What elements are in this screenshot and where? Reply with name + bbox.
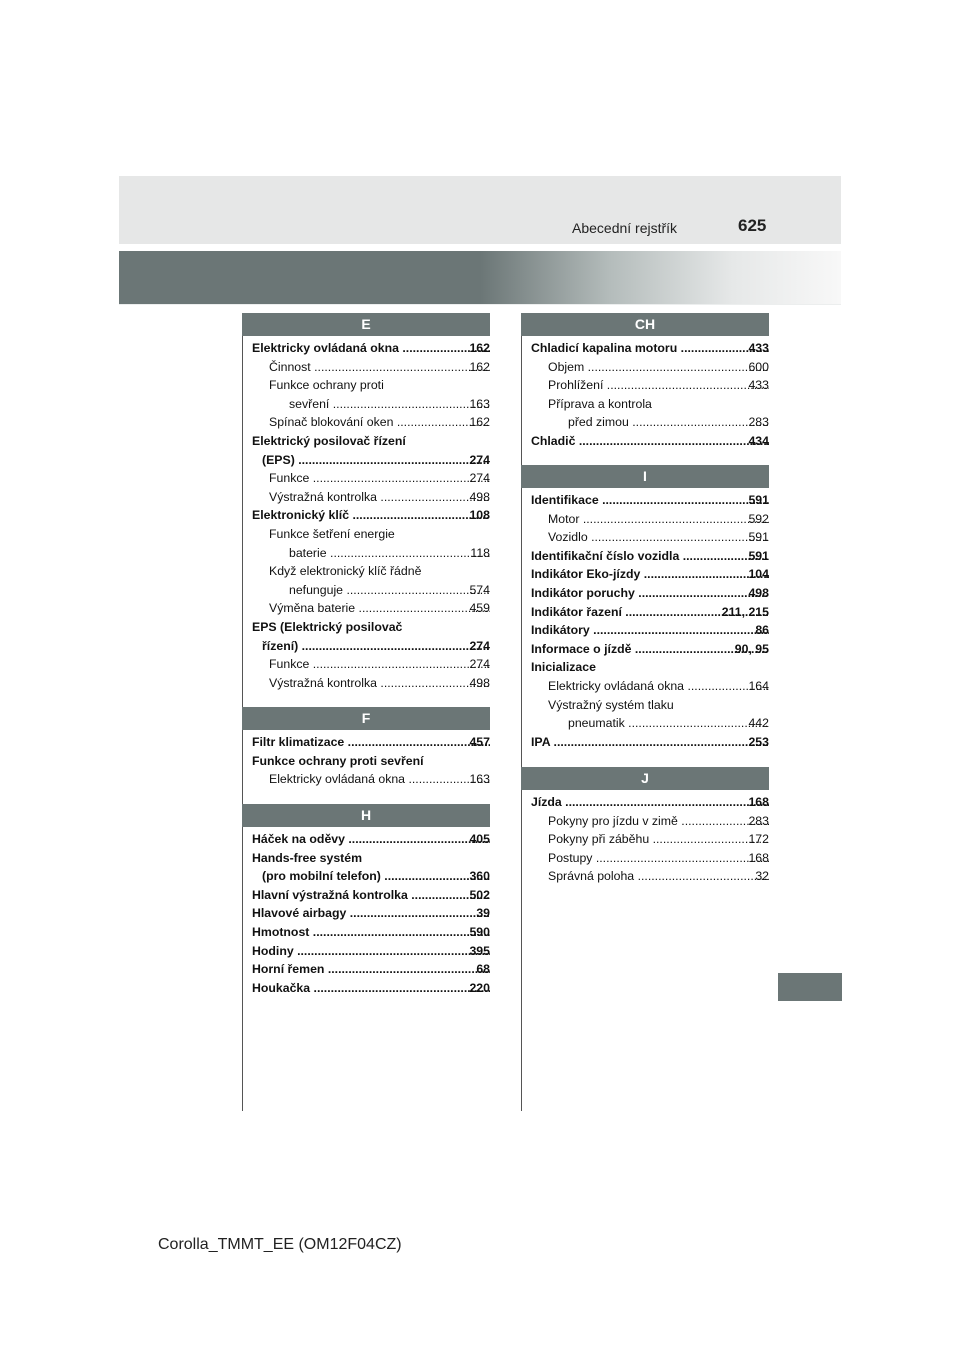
index-entry: Elektrický posilovač řízení (252, 433, 406, 448)
section-CH-entries (521, 336, 769, 451)
index-entry[interactable]: 32 Správná poloha ..... (531, 867, 769, 886)
section-CH (521, 313, 769, 451)
index-entry[interactable]: 104 Indikátor Eko-jízdy ..... (531, 565, 769, 584)
index-entry: Příprava a kontrola (548, 396, 652, 411)
header-band (119, 176, 841, 244)
index-entry[interactable]: 591 Vozidlo ..... (531, 528, 769, 547)
index-entry: Když elektronický klíč řádně (269, 564, 422, 579)
index-entry[interactable]: 220 Houkačka ..... (252, 979, 490, 998)
header-divider (119, 304, 841, 305)
section-heading-I: I (521, 465, 769, 488)
index-entry[interactable]: 108 Elektronický klíč ..... (252, 506, 490, 525)
section-H-entries (242, 827, 490, 997)
index-entry[interactable]: 162 Elektricky ovládaná okna ..... (252, 339, 490, 358)
index-entry[interactable]: 574 nefunguje ..... (252, 581, 490, 600)
index-entry[interactable]: 502 Hlavní výstražná kontrolka ..... (252, 886, 490, 905)
section-heading-CH: CH (521, 313, 769, 336)
section-heading-J: J (521, 767, 769, 790)
footer-manual-code: Corolla_TMMT_EE (OM12F04CZ) (158, 1236, 402, 1253)
index-entry[interactable]: 274 Funkce ..... (252, 469, 490, 488)
index-entry[interactable]: 162 Činnost ..... (252, 358, 490, 377)
index-entry[interactable]: 253 IPA ..... (531, 733, 769, 752)
page-number: 625 (738, 216, 767, 235)
index-entry[interactable]: 433 Prohlížení ..... (531, 376, 769, 395)
index-entry: Funkce ochrany proti sevření (252, 753, 424, 768)
section-F (242, 707, 490, 789)
index-entry[interactable]: 395 Hodiny ..... (252, 942, 490, 961)
section-heading-E: E (242, 313, 490, 336)
section-E-entries (242, 336, 490, 692)
index-entry[interactable]: 274 řízení) ..... (252, 637, 490, 656)
index-entry[interactable]: 283 před zimou ..... (531, 413, 769, 432)
index-entry[interactable]: 211, 215 Indikátor řazení ..... (531, 603, 769, 622)
index-entry[interactable]: 168 Jízda ..... (531, 793, 769, 812)
section-E (242, 313, 490, 692)
index-entry[interactable]: 434 Chladič ..... (531, 432, 769, 451)
index-entry[interactable]: 498 Indikátor poruchy ..... (531, 584, 769, 603)
section-heading-F: F (242, 707, 490, 730)
index-entry[interactable]: 591 Identifikace ..... (531, 491, 769, 510)
index-entry: Funkce šetření energie (269, 526, 395, 541)
index-entry[interactable]: 162 Spínač blokování oken ..... (252, 413, 490, 432)
index-entry[interactable]: 360 (pro mobilní telefon) ..... (252, 867, 490, 886)
index-entry[interactable]: 283 Pokyny pro jízdu v zimě ..... (531, 812, 769, 831)
header-gradient-bar (119, 251, 841, 304)
index-entry[interactable]: 168 Postupy ..... (531, 849, 769, 868)
section-I-entries (521, 488, 769, 751)
index-entry[interactable]: 457 Filtr klimatizace ..... (252, 733, 490, 752)
index-entry[interactable]: 86 Indikátory ..... (531, 621, 769, 640)
index-entry[interactable]: 118 baterie ..... (252, 544, 490, 563)
section-I (521, 465, 769, 751)
index-entry: Hands-free systém (252, 850, 363, 865)
index-entry[interactable]: 274 (EPS) ..... (252, 451, 490, 470)
index-entry[interactable]: 405 Háček na oděvy ..... (252, 830, 490, 849)
section-H (242, 804, 490, 997)
index-entry[interactable]: 498 Výstražná kontrolka ..... (252, 488, 490, 507)
index-entry[interactable]: 433 Chladicí kapalina motoru ..... (531, 339, 769, 358)
chapter-side-tab (778, 973, 842, 1001)
index-entry[interactable]: 163 Elektricky ovládaná okna ..... (252, 770, 490, 789)
index-entry[interactable]: 90, 95 Informace o jízdě ..... (531, 640, 769, 659)
section-heading-H: H (242, 804, 490, 827)
index-entry[interactable]: 442 pneumatik ..... (531, 714, 769, 733)
index-entry: Funkce ochrany proti (269, 378, 384, 393)
index-entry[interactable]: 164 Elektricky ovládaná okna ..... (531, 677, 769, 696)
section-J-entries (521, 790, 769, 886)
index-entry[interactable]: 600 Objem ..... (531, 358, 769, 377)
index-entry[interactable]: 68 Horní řemen ..... (252, 960, 490, 979)
index-entry[interactable]: 172 Pokyny při záběhu ..... (531, 830, 769, 849)
index-entry[interactable]: 274 Funkce ..... (252, 655, 490, 674)
index-entry[interactable]: 498 Výstražná kontrolka ..... (252, 674, 490, 693)
index-entry[interactable]: 39 Hlavové airbagy ..... (252, 904, 490, 923)
index-entry[interactable]: 459 Výměna baterie ..... (252, 599, 490, 618)
index-entry: Inicializace (531, 660, 596, 675)
index-entry[interactable]: 592 Motor ..... (531, 510, 769, 529)
index-entry: EPS (Elektrický posilovač (252, 619, 403, 634)
index-entry[interactable]: 591 Identifikační číslo vozidla ..... (531, 547, 769, 566)
page-title: Abecední rejstřík (572, 220, 678, 236)
section-J (521, 767, 769, 886)
section-F-entries (242, 730, 490, 789)
index-entry[interactable]: 163 sevření ..... (252, 395, 490, 414)
index-entry: Výstražný systém tlaku (548, 697, 674, 712)
index-entry[interactable]: 590 Hmotnost ..... (252, 923, 490, 942)
